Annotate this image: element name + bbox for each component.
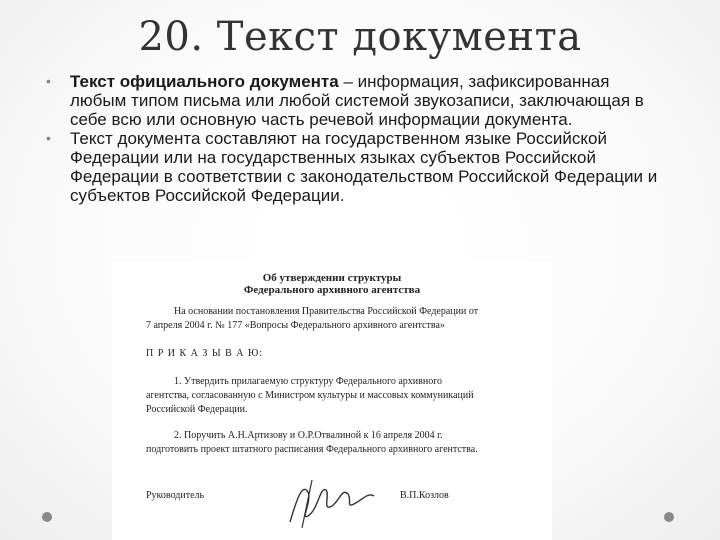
document-text-line: 7 апреля 2004 г. № 177 «Вопросы Федерального архивного агентства» [146,320,445,331]
document-text-line: агентства, согласованную с Министром культуры и массовых коммуникаций [146,390,474,401]
scanned-document-image [112,262,552,540]
document-text-line: На основании постановления Правительства Российской Федерации от [174,306,479,317]
bullet-dot-icon: • [46,73,51,89]
decorative-dot-icon [664,512,674,522]
bullet-item [46,72,666,129]
slide-title: 20. Текст документа [138,14,582,60]
document-signer-name: В.П.Козлов [400,490,449,501]
decorative-dot-icon [42,512,52,522]
handwritten-signature-icon [282,472,382,532]
document-heading-line: Федерального архивного агентства [243,284,421,296]
bullet-item [46,129,666,205]
bullet-text: – информация, зафиксированная любым типом письма или любой системой звукозаписи, заключающая в себе всю или основную часть речевой информации документа. [70,72,644,129]
document-signer-role: Руководитель [146,490,205,501]
document-heading-line: Об утверждении структуры [262,272,402,284]
bullet-bold-text: Текст официального документа [70,72,339,91]
bullet-list [46,72,666,205]
document-text-line: 1. Утвердить прилагаемую структуру Федерального архивного [174,376,443,387]
document-text-line: 2. Поручить А.Н.Артизову и О.Р.Отвалиной к 16 апреля 2004 г. [174,430,443,441]
document-text-line: Российской Федерации. [146,404,248,415]
document-order-word: П Р И К А З Ы В А Ю: [146,348,264,359]
bullet-text: Текст документа составляют на государственном языке Российской Федерации или на государственных языках субъектов Российской Федерации в соответствии с законодательством Российской Федерации и субъектов Российской Федерации. [70,129,658,205]
bullet-dot-icon: • [46,130,51,146]
document-heading [112,272,552,296]
document-text-line: подготовить проект штатного расписания Федерального архивного агентства. [146,444,478,455]
